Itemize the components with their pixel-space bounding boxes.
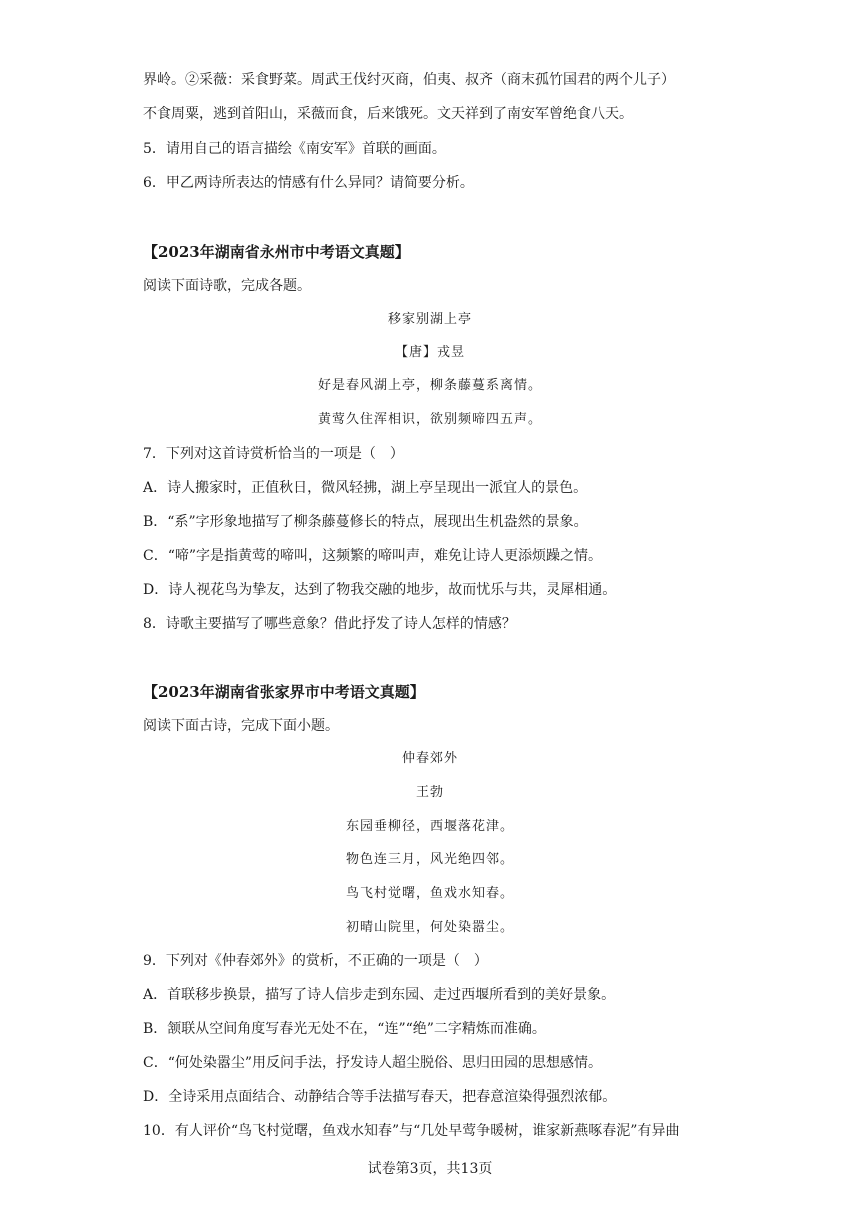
section-heading-zhangjiajie: 【2023年湖南省张家界市中考语文真题】	[143, 683, 425, 701]
note-line-1: 界岭。②采薇：采食野菜。周武王伐纣灭商，伯夷、叔齐（商末孤竹国君的两个儿子）	[143, 72, 675, 88]
option-a: A．首联移步换景，描写了诗人信步走到东园、走过西堰所看到的美好景象。	[143, 987, 616, 1003]
poem-line: 物色连三月，风光绝四邻。	[345, 852, 514, 867]
poem-title: 移家别湖上亭	[387, 312, 472, 327]
option-d: D．诗人视花鸟为挚友，达到了物我交融的地步，故而忧乐与共，灵犀相通。	[143, 582, 617, 598]
poem-author: 王勃	[415, 785, 444, 800]
poem-line: 黄莺久住浑相识，欲别频啼四五声。	[317, 412, 542, 427]
option-d: D．全诗采用点面结合、动静结合等手法描写春天，把春意渲染得强烈浓郁。	[143, 1089, 617, 1105]
question-9: 9．下列对《仲春郊外》的赏析，不正确的一项是（ ）	[143, 953, 488, 969]
section-intro: 阅读下面古诗，完成下面小题。	[143, 718, 339, 734]
question-6: 6．甲乙两诗所表达的情感有什么异同？请简要分析。	[143, 175, 474, 191]
question-10: 10．有人评价“鸟飞村觉曙，鱼戏水知春”与“几处早莺争暖树，谁家新燕啄春泥”有异曲	[143, 1123, 680, 1139]
option-c: C．“啼”字是指黄莺的啼叫，这频繁的啼叫声，难免让诗人更添烦躁之情。	[143, 548, 603, 564]
poem-author: 【唐】戎昱	[394, 345, 465, 360]
poem-line: 东园垂柳径，西堰落花津。	[345, 819, 514, 834]
option-b: B．“系”字形象地描写了柳条藤蔓修长的特点，展现出生机盎然的景象。	[143, 514, 588, 530]
poem-line: 鸟飞村觉曙，鱼戏水知春。	[345, 886, 514, 901]
section-intro: 阅读下面诗歌，完成各题。	[143, 278, 311, 294]
note-line-2: 不食周粟，逃到首阳山，采薇而食，后来饿死。文天祥到了南安军曾绝食八天。	[143, 106, 633, 122]
question-8: 8．诗歌主要描写了哪些意象？借此抒发了诗人怎样的情感？	[143, 616, 516, 632]
section-heading-yongzhou: 【2023年湖南省永州市中考语文真题】	[143, 243, 410, 261]
option-c: C．“何处染嚣尘”用反问手法，抒发诗人超尘脱俗、思归田园的思想感情。	[143, 1055, 603, 1071]
question-5: 5．请用自己的语言描绘《南安军》首联的画面。	[143, 141, 446, 157]
poem-line: 初晴山院里，何处染嚣尘。	[345, 920, 514, 935]
page-footer: 试卷第3页，共13页	[367, 1161, 493, 1177]
poem-title: 仲春郊外	[401, 751, 458, 766]
question-7: 7．下列对这首诗赏析恰当的一项是（ ）	[143, 446, 404, 462]
option-a: A．诗人搬家时，正值秋日，微风轻拂，湖上亭呈现出一派宜人的景色。	[143, 480, 588, 496]
option-b: B．颔联从空间角度写春光无处不在，“连”“绝”二字精炼而准确。	[143, 1021, 546, 1037]
poem-line: 好是春风湖上亭，柳条藤蔓系离情。	[317, 378, 542, 393]
